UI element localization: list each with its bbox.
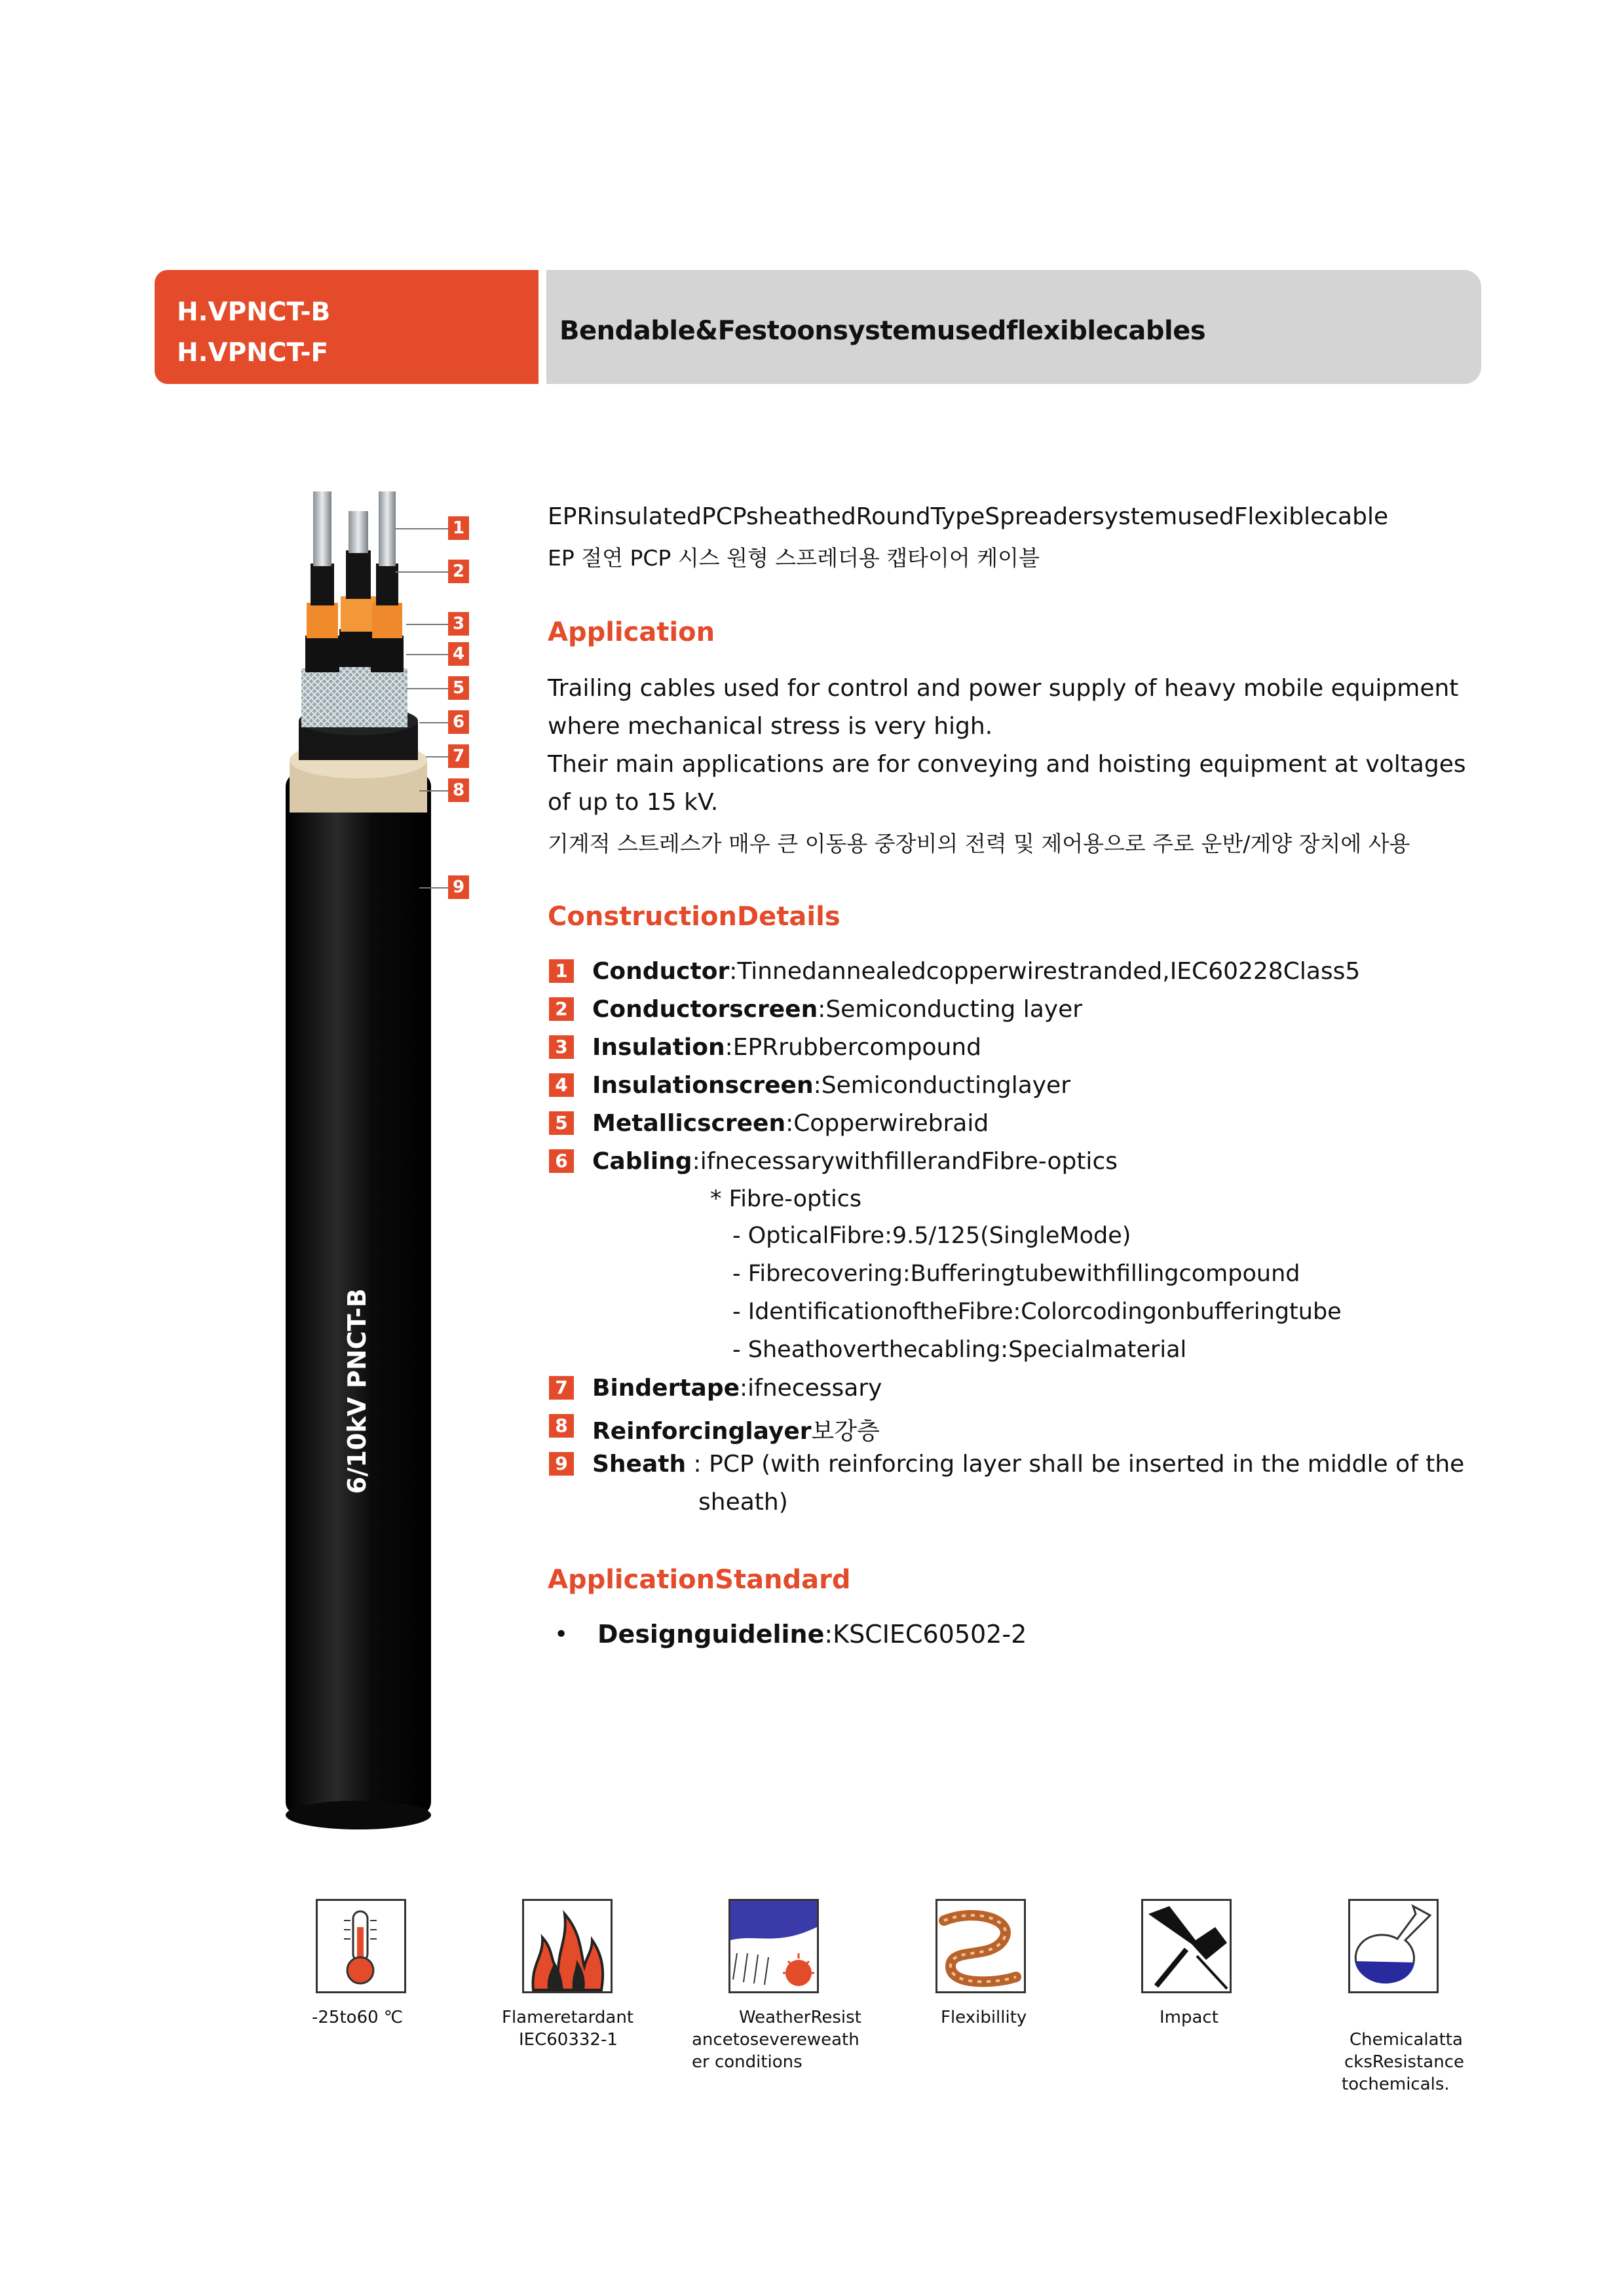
thermometer-icon — [316, 1899, 406, 1993]
callout-6: 6 — [448, 710, 469, 734]
callout-3: 3 — [448, 612, 469, 636]
construction-item-binder-tape — [592, 1375, 882, 1402]
item-number: 1 — [549, 959, 574, 983]
item-text: :Tinnedannealedcopperwirestranded,IEC60228Class5 — [729, 958, 1361, 985]
callout-8: 8 — [448, 778, 469, 802]
flask-icon — [1348, 1899, 1439, 1993]
construction-item-conductor — [592, 958, 1360, 985]
fibre-line: - Sheathoverthecabling:Specialmaterial — [732, 1337, 1187, 1363]
fibre-line: - IdentificationoftheFibre:Colorcodingonbufferingtube — [732, 1299, 1342, 1325]
item-text: :ifnecessarywithfillerandFibre-optics — [692, 1148, 1118, 1175]
callout-7: 7 — [448, 744, 469, 768]
icon-caption: cksResistance — [1344, 2052, 1465, 2072]
icon-caption: WeatherResist — [739, 2008, 861, 2027]
product-code-f: H.VPNCT-F — [177, 338, 329, 368]
item-number: 8 — [549, 1414, 574, 1438]
icon-caption: Flameretardant — [502, 2008, 634, 2027]
callout-line — [406, 624, 448, 625]
icon-caption: Impact — [1160, 2008, 1218, 2027]
application-korean: 기계적 스트레스가 매우 큰 이동용 중장비의 전력 및 제어용으로 주로 운반/게양 장치에 사용 — [548, 831, 1410, 856]
page-subtitle: Bendable&Festoonsystemusedflexiblecables — [559, 316, 1206, 346]
icon-caption: er conditions — [692, 2052, 803, 2072]
item-text: :Semiconducting layer — [818, 996, 1083, 1023]
icon-caption: ancetosevereweath — [692, 2030, 859, 2050]
item-text: :EPRrubbercompound — [725, 1034, 981, 1061]
hammer-icon — [1141, 1899, 1232, 1993]
item-label: Conductorscreen — [592, 996, 818, 1023]
callout-9: 9 — [448, 875, 469, 899]
fibre-line: - Fibrecovering:Bufferingtubewithfillingcompound — [732, 1261, 1300, 1287]
standard-text: :KSCIEC60502-2 — [824, 1620, 1027, 1649]
sheath-continuation: sheath) — [698, 1489, 788, 1516]
callout-line — [406, 654, 448, 655]
intro-english: EPRinsulatedPCPsheathedRoundTypeSpreadersystemusedFlexiblecable — [548, 503, 1389, 530]
weather-icon — [728, 1899, 819, 1993]
item-label: Sheath — [592, 1451, 687, 1478]
item-text: :Semiconductinglayer — [813, 1072, 1071, 1099]
callout-5: 5 — [448, 676, 469, 700]
fibre-line: - OpticalFibre:9.5/125(SingleMode) — [732, 1223, 1131, 1249]
icon-caption: -25to60 ℃ — [312, 2008, 404, 2027]
intro-korean: EP 절연 PCP 시스 원형 스프레더용 캡타이어 케이블 — [548, 545, 1040, 571]
application-line: Their main applications are for conveying and hoisting equipment at voltages — [548, 751, 1466, 778]
callout-1: 1 — [448, 516, 469, 540]
construction-item-insulation — [592, 1034, 981, 1061]
construction-heading: ConstructionDetails — [548, 902, 840, 932]
construction-item-metallic-screen — [592, 1110, 989, 1137]
callout-line — [419, 722, 448, 723]
product-code-b: H.VPNCT-B — [177, 297, 331, 327]
item-label: Reinforcinglayer — [592, 1418, 812, 1445]
design-guideline — [597, 1620, 1027, 1649]
item-label: Insulationscreen — [592, 1072, 814, 1099]
flame-icon — [522, 1899, 613, 1993]
callout-4: 4 — [448, 642, 469, 666]
item-number: 4 — [549, 1073, 574, 1097]
application-line: where mechanical stress is very high. — [548, 713, 993, 740]
construction-item-sheath — [592, 1451, 1464, 1478]
application-line: of up to 15 kV. — [548, 789, 719, 816]
application-heading: Application — [548, 617, 715, 647]
cable-image — [262, 472, 472, 1835]
icon-caption: Flexibillity — [941, 2008, 1027, 2027]
item-text: :Copperwirebraid — [785, 1110, 989, 1137]
icon-caption: IEC60332-1 — [519, 2030, 618, 2050]
construction-item-cabling — [592, 1148, 1118, 1175]
item-number: 9 — [549, 1452, 574, 1476]
callout-2: 2 — [448, 560, 469, 583]
icon-caption: tochemicals. — [1342, 2075, 1450, 2094]
item-text: 보강층 — [811, 1418, 880, 1445]
callout-line — [419, 887, 448, 889]
item-number: 7 — [549, 1376, 574, 1400]
callout-line — [419, 790, 448, 792]
item-text: :ifnecessary — [740, 1375, 882, 1402]
subtitle-panel — [546, 270, 1481, 384]
item-text: : PCP (with reinforcing layer shall be inserted in the middle of the — [686, 1451, 1465, 1478]
application-line: Trailing cables used for control and power supply of heavy mobile equipment — [548, 675, 1459, 702]
construction-item-conductor-screen — [592, 996, 1082, 1023]
standard-label: Designguideline — [597, 1620, 825, 1649]
flexibility-icon — [935, 1899, 1026, 1993]
item-number: 2 — [549, 997, 574, 1021]
item-label: Metallicscreen — [592, 1110, 786, 1137]
cable-illustration — [262, 472, 472, 1835]
construction-item-insulation-screen — [592, 1072, 1070, 1099]
item-label: Conductor — [592, 958, 730, 985]
callout-line — [396, 528, 448, 529]
product-code-panel — [155, 270, 538, 384]
item-number: 3 — [549, 1035, 574, 1059]
item-label: Bindertape — [592, 1375, 740, 1402]
item-number: 5 — [549, 1111, 574, 1135]
icon-caption: Chemicalatta — [1350, 2030, 1463, 2050]
item-number: 6 — [549, 1149, 574, 1173]
item-label: Cabling — [592, 1148, 692, 1175]
item-label: Insulation — [592, 1034, 725, 1061]
callout-line — [426, 756, 448, 757]
fibre-optics-title: * Fibre-optics — [710, 1186, 862, 1212]
callout-line — [406, 688, 448, 689]
construction-item-reinforcing-layer — [592, 1413, 880, 1446]
standard-heading: ApplicationStandard — [548, 1565, 851, 1595]
cable-print-text: 6/10kV PNCT-B — [343, 1288, 371, 1494]
bullet: • — [554, 1621, 569, 1648]
callout-line — [396, 571, 448, 573]
